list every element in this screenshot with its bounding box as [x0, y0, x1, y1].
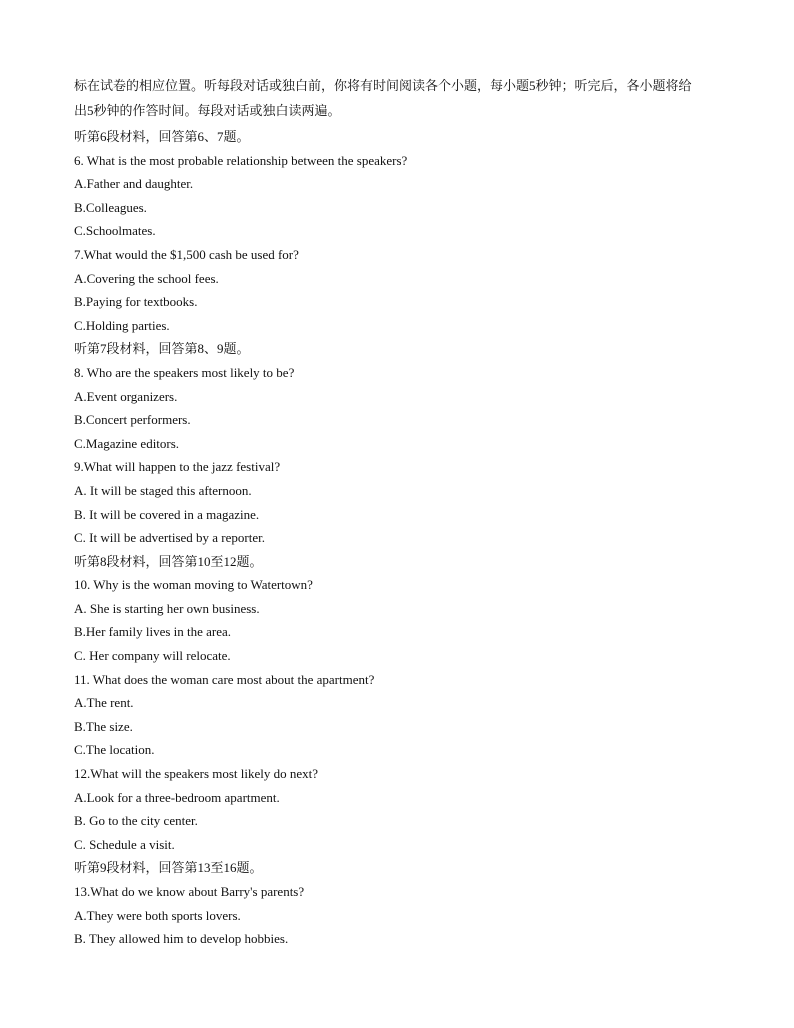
answer-option: A. She is starting her own business. [74, 600, 260, 616]
answer-option: C. Her company will relocate. [74, 648, 231, 664]
answer-option: A.The rent. [74, 695, 134, 711]
answer-option: A.They were both sports lovers. [74, 907, 241, 923]
answer-option: A.Look for a three-bedroom apartment. [74, 789, 280, 805]
answer-option: C.Schoolmates. [74, 223, 156, 239]
answer-option: C.The location. [74, 742, 155, 758]
answer-option: C. Schedule a visit. [74, 836, 175, 852]
section-instruction: 听第7段材料，回答第8、9题。 [74, 341, 250, 357]
answer-option: B.Her family lives in the area. [74, 624, 232, 640]
question-text: 7.What would the $1,500 cash be used for? [74, 246, 299, 262]
answer-option: B.Colleagues. [74, 199, 147, 215]
section-instruction: 听第8段材料，回答第10至12题。 [74, 553, 263, 569]
question-text: 9.What will happen to the jazz festival? [74, 459, 281, 475]
answer-option: C. It will be advertised by a reporter. [74, 530, 265, 546]
answer-option: C.Holding parties. [74, 317, 170, 333]
instructions-line-2: 出5秒钟的作答时间。每段对话或独白读两遍。 [74, 103, 341, 118]
question-text: 13.What do we know about Barry's parents? [74, 884, 305, 899]
answer-option: A. It will be staged this afternoon. [74, 482, 252, 498]
answer-option: A.Father and daughter. [74, 176, 194, 192]
answer-option: C.Magazine editors. [74, 435, 180, 451]
question-text: 11. What does the woman care most about the apartment? [74, 671, 375, 687]
section-instruction: 听第9段材料，回答第13至16题。 [74, 860, 263, 876]
question-list [74, 125, 724, 951]
answer-option: A.Event organizers. [74, 388, 178, 404]
question-text: 10. Why is the woman moving to Watertown? [74, 577, 313, 593]
answer-option: B.Concert performers. [74, 412, 191, 428]
question-text: 12.What will the speakers most likely do next? [74, 766, 319, 782]
answer-option: B. They allowed him to develop hobbies. [74, 931, 289, 947]
answer-option: B. It will be covered in a magazine. [74, 506, 260, 522]
instructions-paragraph [74, 73, 724, 123]
answer-option: B.The size. [74, 718, 133, 734]
answer-option: B. Go to the city center. [74, 813, 198, 829]
answer-option: A.Covering the school fees. [74, 270, 219, 286]
question-text: 6. What is the most probable relationship between the speakers? [74, 152, 408, 168]
question-text: 8. Who are the speakers most likely to be? [74, 364, 295, 380]
instructions-line-1: 标在试卷的相应位置。听每段对话或独白前，你将有时间阅读各个小题，每小题5秒钟；听完后，各小题将给 [74, 78, 692, 93]
answer-option: B.Paying for textbooks. [74, 294, 198, 310]
section-instruction: 听第6段材料，回答第6、7题。 [74, 129, 250, 144]
